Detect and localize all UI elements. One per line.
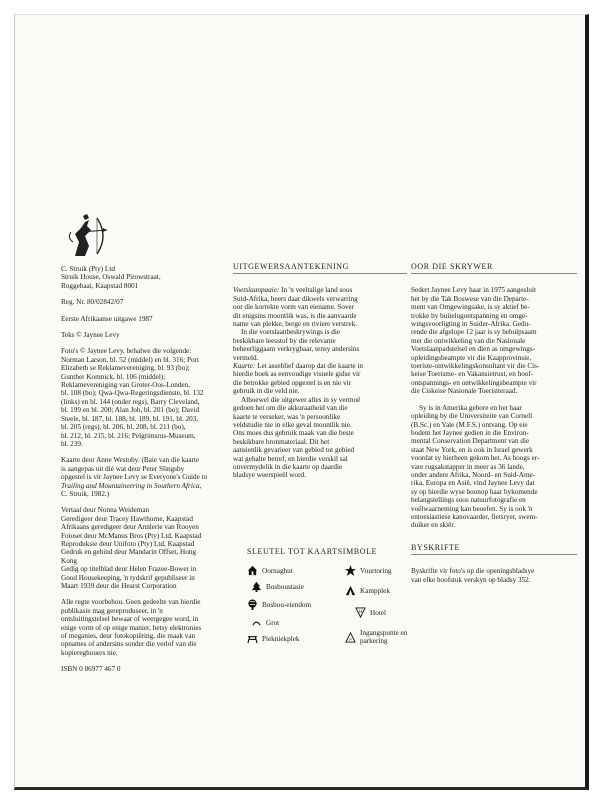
production-credits: Vertaal deur Nonna Weideman Geredigeer deur Tracey Hawthorne, Kaapstad Afrikaans geredigeer deur Annlerie van Rooyen Fotoset deur McManus Bros (Pty) Ltd, Kaapstad Reproduksie deur Unifoto (Pty) Ltd, Kaapstad Gedruk en gebind deur Mandarin Offset, Hong Kong Gedig op titelblad deur Helen Frazee-Bower in Good Housekeeping, 'n tydskrif gepubliseer in Maart 1939 deur die Hearst Corporation bbox=[61, 506, 202, 590]
publisher-note-heading: UITGEWERSAANTEKENING bbox=[233, 263, 407, 274]
legend-item-picnic: Piekniekplek bbox=[247, 633, 300, 644]
legend-title: SLEUTEL TOT KAARTSIMBOLE bbox=[247, 547, 378, 556]
about-author-column bbox=[411, 263, 577, 592]
legend-item-entry-exit: P Ingangspunte en parkering bbox=[345, 629, 420, 645]
legend-item-forestry-estate: Bosbou-eiendom bbox=[247, 599, 311, 610]
entry-exit-icon bbox=[345, 632, 356, 643]
captions-paragraph: Byskrifte vir foto's op die openingsbladsye van elke hoofstuk verskyn op bladsy 352. bbox=[411, 567, 535, 584]
legend-item-hotel: H Hotel bbox=[355, 607, 386, 618]
reading-paragraph: In die voetslaanbeskrywings is die beskikbare leesstof by die relevante beheerliggaam verkrygbaar, tensy andersins vermeld. bbox=[233, 328, 360, 362]
edition-note: Eerste Afrikaanse uitgawe 1987 bbox=[61, 314, 153, 323]
about-author-heading: OOR DIE SKRYWER bbox=[411, 263, 577, 274]
svg-text:P: P bbox=[349, 637, 352, 642]
legend-item-forest-station: Bosboustasie bbox=[251, 581, 304, 592]
svg-text:H: H bbox=[358, 608, 363, 614]
isbn: ISBN 0 86977 467 0 bbox=[61, 665, 121, 674]
trails-paragraph: Voetslaanpaaie: In 'n veeltalige land soos Suid-Afrika, heers daar dikwels verwarring oor die korrekte vorm van eiename. Sover dit enigsins moontlik was, is die aanvaarde name van plekke, berge en riviere verstrek. bbox=[233, 286, 358, 329]
author-paragraph-1: Sedert Jaynee Levy haar in 1975 aangesluit het by die Tak Boswese van die Departe- ment van Omgewingsake, is sy aktief be- trokke by buitelugontspanning en omge- wingsvoorligting in Suider-Afrika. Gedu- rende die afgelope 12 jaar is sy behulpsaam met die ontwikkeling van die Nasionale Voetslaanpadstelsel en dien as omgewings- opleidingsbeampte vir die Kaapprovinsie, toeriste-ontwikkelingskonsultant vir die Cis- keise Toerisme- en Vakansietrust, en hoof- ontspannings- en ontwikkelingsbeampte vir die Ciskeise Nasionale Toerisiteraad. bbox=[411, 286, 540, 396]
hut-icon bbox=[247, 565, 258, 576]
imprint-column bbox=[61, 265, 229, 682]
author-paragraph-2: Sy is in Amerika gebore en het haar opleiding by die Universiteite van Cornell (B.Sc.) en Yale (M.F.S.) ontvang. Op eie bodem het Jaynee gedien in die Environ- mental Conservation Department van die staat New York, en is ook in Israel gewerk voordat sy hierheen gekom het. As hoogs er- vare rugsakstapper in meer as 36 lande, onder andere Afrika, Noord- en Suid-Ame- rika, Europa en Asië, vind Jaynee Levy dat sy op hierdie wyse boonop haar bykomende belangstellings soos natuurfotografie en voëlwaarneming kan beoefen. Sy is ook 'n entoesiastiese kanovaarder, fietsryer, swem- duiker en skiër. bbox=[411, 403, 540, 530]
maps-label: Kaarte: bbox=[233, 362, 256, 371]
text-copyright: Teks © Jaynee Levy bbox=[61, 331, 120, 340]
publisher-address: C. Struik (Pty) Ltd Struik House, Oswald Pirowstraat, Roggebaai, Kaapstad 8001 bbox=[61, 265, 161, 290]
legend-item-tower: Vuurtoring bbox=[345, 565, 392, 576]
trails-label: Voetslaanpaaie: bbox=[233, 286, 280, 295]
legend-item-campsite: Kampplek bbox=[345, 585, 390, 596]
hotel-icon bbox=[355, 607, 366, 618]
rights-notice: Alle regte voorbehou. Geen gedeelte van hierdie publikasie mag gereproduseer, in 'n ontsluitingstelsel bewaar of weergegee word, in enige vorm of op enige manier, hetsy elektronies of meganies, deur fotokopiëring, die maak van opnames of andersins sonder die verlof van die kopiereghouers nie. bbox=[61, 598, 202, 657]
legend-item-cave: Grot bbox=[251, 617, 279, 628]
cave-icon bbox=[251, 617, 262, 628]
registration-number: Reg. Nr. 80/02842/07 bbox=[61, 298, 124, 307]
archer-logo-icon bbox=[65, 212, 113, 260]
campsite-icon bbox=[345, 585, 356, 596]
book-page bbox=[14, 14, 589, 790]
publisher-note-column bbox=[233, 263, 407, 488]
photo-credits: Foto's © Jaynee Levy, behalwe die volgende: Norman Larson, bl. 52 (middel) en bl. 316; Port Elizabeth se Reklamevereniging, bl. 93 (bo); Gunther Komnick, bl. 106 (middel); Reklamevereniging van Groter-Oos-Londen, bl. 108 (bo); Qwa-Qwa-Regeringsdienste, bl. 132 (links) en bl. 144 (onder regs), Barry Cleveland, bl. 199 en bl. 200; Alan Job, bl. 201 (bo); David Steele, bl. 187, bl. 188, bl. 189, bl. 191, bl. 203, bl. 205 (regs), bl. 206, bl. 208, bl. 211 (bo), bl. 212, bl. 215, bl. 216; Pelgrimsrus-Museum, bl. 239. bbox=[61, 347, 204, 448]
maps-paragraph: Kaarte: Let asseblief daarop dat die kaarte in hierdie boek as eenvoudige visuele gidse vir die betrokke gebied opgestel is en nie vir gebruik in die veld nie. bbox=[233, 362, 363, 396]
forest-station-icon bbox=[251, 581, 262, 592]
legend-item-hut: Oornaghut bbox=[247, 565, 293, 576]
map-credits: Kaarte deur Anne Westoby. (Baie van die kaarte is aangepas uit dié wat deur Peter Slingsby opgestel is vir Jaynee Levy se Everyone's Guide to Trailing and Mountaineering in Southern Africa, C. Struik, 1982.) bbox=[61, 456, 208, 498]
tower-icon bbox=[345, 565, 356, 576]
forestry-estate-icon bbox=[247, 599, 258, 610]
captions-heading: BYSKRIFTE bbox=[411, 544, 577, 555]
picnic-icon bbox=[247, 633, 258, 644]
accuracy-paragraph: Alhoewel die uitgewer alles in sy vermoë gedoen het om die akkuraatheid van die kaarte te verseker, was 'n persoonlike veldstudie nie in elke geval moontlik nie. Ons moes dus gebruik maak van die beste beskikbare bronmateriaal. Dit het aansienlik gevarieer van gebied tot gebied wat gehalte betref, en hierdie verskil sal onvermydelik in die kaarte op daardie bladsye weerspieël word. bbox=[233, 395, 361, 480]
map-symbol-legend bbox=[247, 547, 417, 645]
